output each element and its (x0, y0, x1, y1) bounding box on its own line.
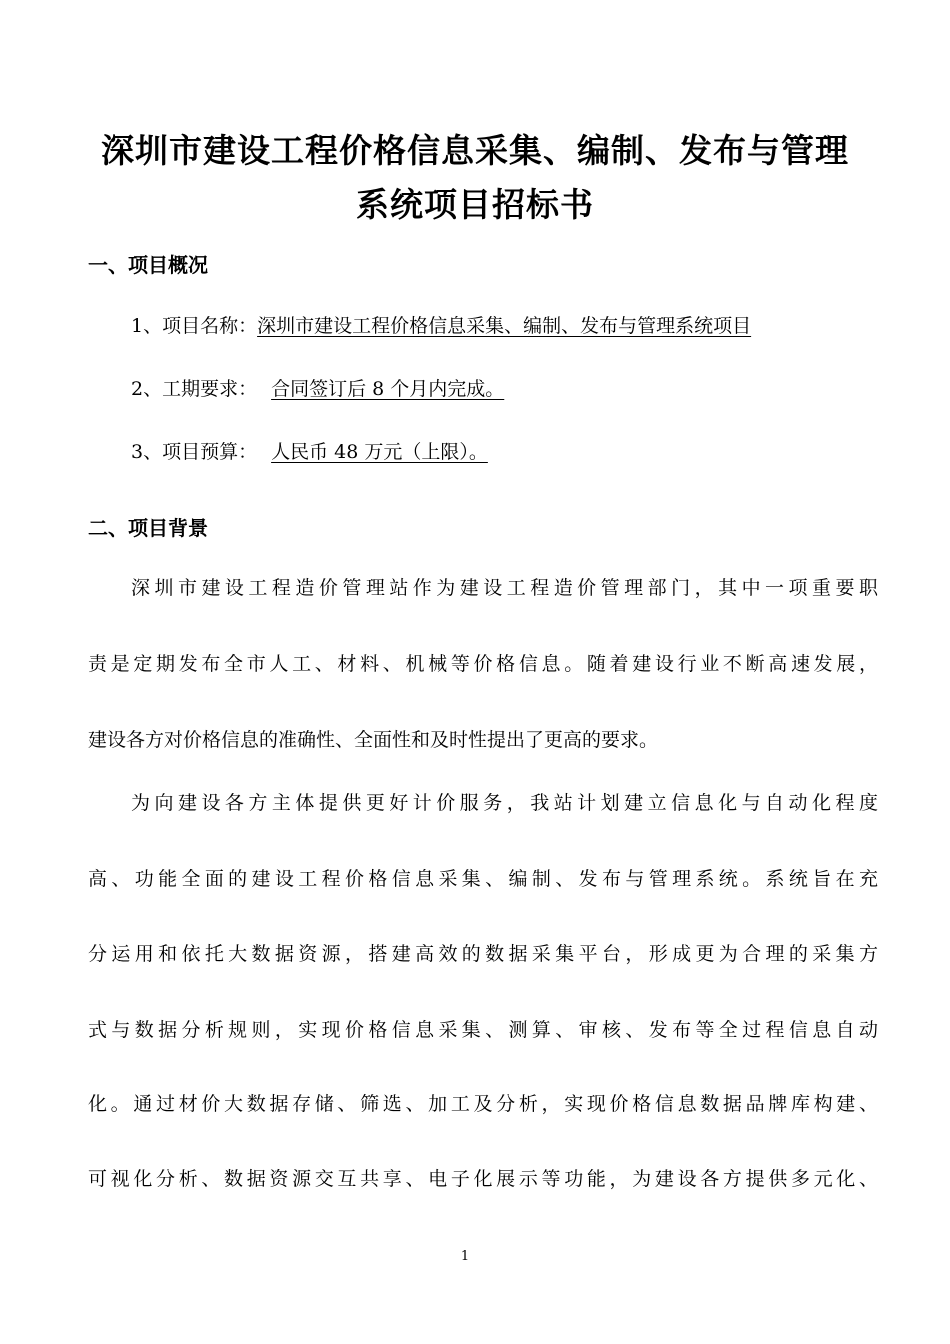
paragraph-line: 建设各方对价格信息的准确性、全面性和及时性提出了更高的要求。 (88, 729, 659, 751)
paragraph-line: 深圳市建设工程造价管理站作为建设工程造价管理部门，其中一项重要职 (131, 577, 878, 599)
budget-label: 3、项目预算： (131, 441, 258, 463)
page-number: 1 (460, 1249, 470, 1264)
paragraph-line: 可视化分析、数据资源交互共享、电子化展示等功能，为建设各方提供多元化、 (88, 1168, 878, 1190)
document-title-line-1: 深圳市建设工程价格信息采集、编制、发布与管理 (101, 131, 849, 170)
project-name-value: 深圳市建设工程价格信息采集、编制、发布与管理系统项目 (257, 315, 752, 337)
document-title-line-2: 系统项目招标书 (356, 185, 594, 224)
project-name-label: 1、项目名称： (131, 315, 258, 337)
budget-value: 人民币 48 万元（上限）。 (271, 441, 488, 463)
schedule-label: 2、工期要求： (131, 378, 258, 400)
paragraph-line: 分运用和依托大数据资源，搭建高效的数据采集平台，形成更为合理的采集方 (88, 943, 878, 965)
paragraph-line: 责是定期发布全市人工、材料、机械等价格信息。随着建设行业不断高速发展， (88, 653, 878, 675)
paragraph-line: 式与数据分析规则，实现价格信息采集、测算、审核、发布等全过程信息自动 (88, 1019, 878, 1041)
paragraph-line: 为向建设各方主体提供更好计价服务，我站计划建立信息化与自动化程度 (131, 792, 878, 814)
schedule-value: 合同签订后 8 个月内完成。 (271, 378, 505, 400)
section-heading-background: 二、项目背景 (88, 516, 208, 540)
schedule-item (131, 376, 512, 402)
section-heading-overview: 一、项目概况 (88, 253, 208, 277)
paragraph-line: 高、功能全面的建设工程价格信息采集、编制、发布与管理系统。系统旨在充 (88, 868, 878, 890)
paragraph-line: 化。通过材价大数据存储、筛选、加工及分析，实现价格信息数据品牌库构建、 (88, 1093, 878, 1115)
project-name-item (131, 313, 751, 339)
budget-item (131, 439, 496, 465)
